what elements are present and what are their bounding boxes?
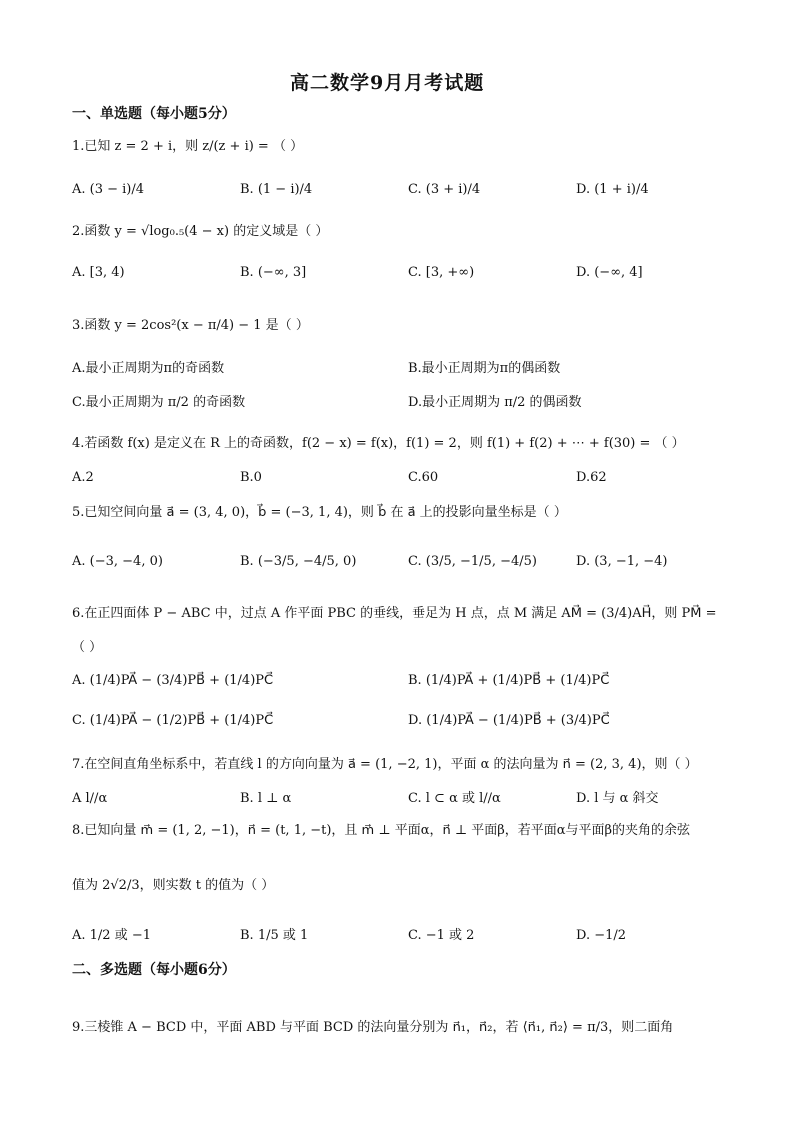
question-2-option-b[interactable]: B. (−∞, 3] bbox=[240, 265, 307, 280]
question-6-option-c[interactable]: C. (1/4)PA⃗ − (1/2)PB⃗ + (1/4)PC⃗ bbox=[72, 713, 274, 728]
section-heading-multi-choice: 二、多选题（每小题6分） bbox=[72, 962, 236, 978]
question-5-option-d[interactable]: D. (3, −1, −4) bbox=[576, 554, 668, 569]
question-5-option-b[interactable]: B. (−3/5, −4/5, 0) bbox=[240, 554, 357, 569]
question-1-option-d[interactable]: D. (1 + i)/4 bbox=[576, 182, 649, 197]
question-8-stem-continued: 值为 2√2/3，则实数 t 的值为（ ） bbox=[72, 878, 275, 893]
question-3-option-c[interactable]: C.最小正周期为 π/2 的奇函数 bbox=[72, 395, 246, 410]
question-9-stem: 9.三棱锥 A − BCD 中，平面 ABD 与平面 BCD 的法向量分别为 n⃗₁，n⃗₂，若 ⟨n⃗₁, n⃗₂⟩ = π/3，则二面角 bbox=[72, 1020, 674, 1035]
page-title: 高二数学9月月考试题 bbox=[290, 72, 485, 94]
question-7-stem: 7.在空间直角坐标系中，若直线 l 的方向向量为 a⃗ = (1, −2, 1)，平面 α 的法向量为 n⃗ = (2, 3, 4)，则（ ） bbox=[72, 757, 698, 772]
question-6-option-d[interactable]: D. (1/4)PA⃗ − (1/4)PB⃗ + (3/4)PC⃗ bbox=[408, 713, 610, 728]
question-1-option-a[interactable]: A. (3 − i)/4 bbox=[72, 182, 145, 197]
question-1-option-b[interactable]: B. (1 − i)/4 bbox=[240, 182, 313, 197]
question-5-option-a[interactable]: A. (−3, −4, 0) bbox=[72, 554, 163, 569]
question-3-option-b[interactable]: B.最小正周期为π的偶函数 bbox=[408, 361, 561, 376]
question-6-option-b[interactable]: B. (1/4)PA⃗ + (1/4)PB⃗ + (1/4)PC⃗ bbox=[408, 673, 610, 688]
question-8-option-a[interactable]: A. 1/2 或 −1 bbox=[72, 928, 152, 943]
question-1-option-c[interactable]: C. (3 + i)/4 bbox=[408, 182, 481, 197]
question-6-stem: 6.在正四面体 P − ABC 中，过点 A 作平面 PBC 的垂线，垂足为 H 点，点 M 满足 AM⃗ = (3/4)AH⃗，则 PM⃗ = bbox=[72, 606, 717, 621]
question-2-option-d[interactable]: D. (−∞, 4] bbox=[576, 265, 643, 280]
section-heading-single-choice: 一、单选题（每小题5分） bbox=[72, 106, 236, 122]
question-4-stem: 4.若函数 f(x) 是定义在 R 上的奇函数，f(2 − x) = f(x)，f(1) = 2，则 f(1) + f(2) + ⋯ + f(30) = （ ） bbox=[72, 436, 685, 451]
question-6-option-a[interactable]: A. (1/4)PA⃗ − (3/4)PB⃗ + (1/4)PC⃗ bbox=[72, 673, 274, 688]
question-3-option-d[interactable]: D.最小正周期为 π/2 的偶函数 bbox=[408, 395, 582, 410]
question-5-option-c[interactable]: C. (3/5, −1/5, −4/5) bbox=[408, 554, 537, 569]
question-8-option-d[interactable]: D. −1/2 bbox=[576, 928, 627, 943]
question-8-option-c[interactable]: C. −1 或 2 bbox=[408, 928, 475, 943]
question-5-stem: 5.已知空间向量 a⃗ = (3, 4, 0)，b⃗ = (−3, 1, 4)，则 b⃗ 在 a⃗ 上的投影向量坐标是（ ） bbox=[72, 505, 567, 520]
question-4-option-a[interactable]: A.2 bbox=[72, 470, 94, 485]
question-7-option-a[interactable]: A l//α bbox=[72, 791, 108, 806]
question-2-option-a[interactable]: A. [3, 4) bbox=[72, 265, 125, 280]
question-7-option-b[interactable]: B. l ⊥ α bbox=[240, 791, 292, 806]
question-8-option-b[interactable]: B. 1/5 或 1 bbox=[240, 928, 309, 943]
question-1-stem: 1.已知 z = 2 + i，则 z/(z + i) = （ ） bbox=[72, 139, 304, 154]
question-8-stem: 8.已知向量 m⃗ = (1, 2, −1)，n⃗ = (t, 1, −t)，且 m⃗ ⊥ 平面α，n⃗ ⊥ 平面β，若平面α与平面β的夹角的余弦 bbox=[72, 823, 691, 838]
question-7-option-c[interactable]: C. l ⊂ α 或 l//α bbox=[408, 791, 501, 806]
question-7-option-d[interactable]: D. l 与 α 斜交 bbox=[576, 791, 659, 806]
question-6-stem-continued: （ ） bbox=[72, 640, 103, 655]
question-3-option-a[interactable]: A.最小正周期为π的奇函数 bbox=[72, 361, 225, 376]
question-3-stem: 3.函数 y = 2cos²(x − π/4) − 1 是（ ） bbox=[72, 318, 309, 333]
question-2-stem: 2.函数 y = √log₀.₅(4 − x) 的定义域是（ ） bbox=[72, 224, 329, 239]
question-2-option-c[interactable]: C. [3, +∞) bbox=[408, 265, 475, 280]
question-4-option-b[interactable]: B.0 bbox=[240, 470, 262, 485]
question-4-option-d[interactable]: D.62 bbox=[576, 470, 607, 485]
question-4-option-c[interactable]: C.60 bbox=[408, 470, 439, 485]
